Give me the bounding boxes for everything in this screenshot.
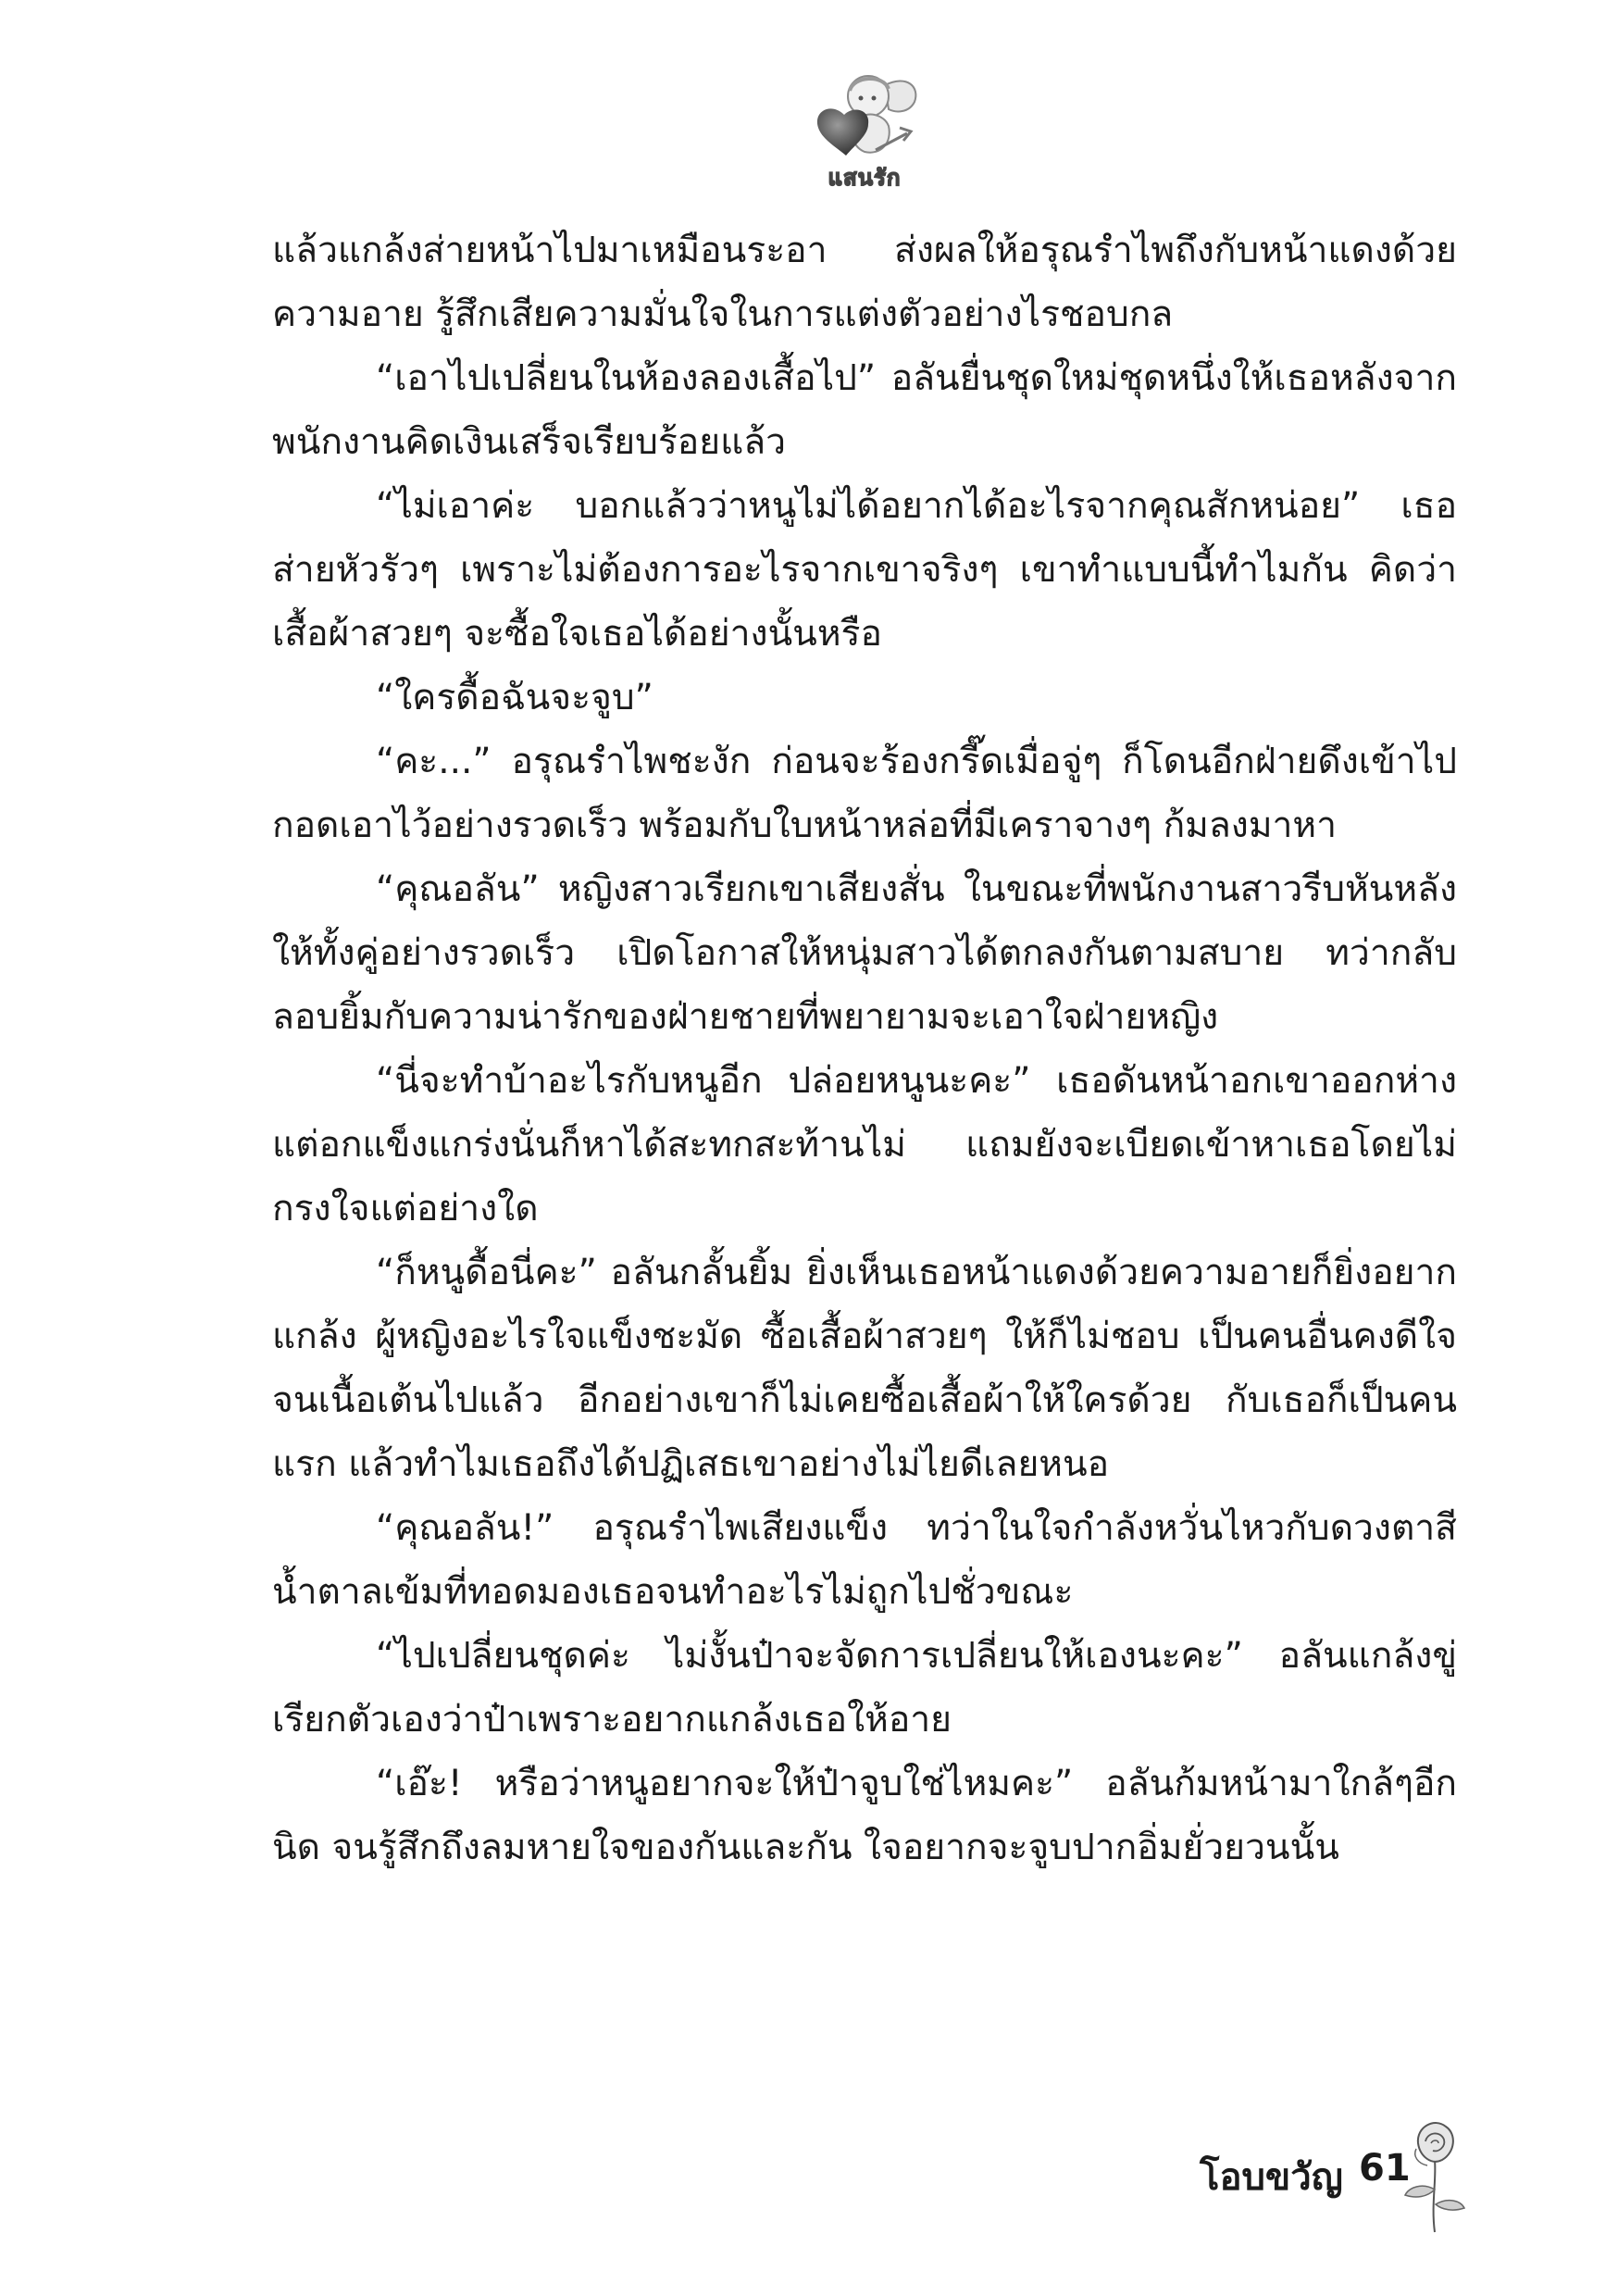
header-logo: [803, 69, 926, 191]
paragraph: “นี่จะทำบ้าอะไรกับหนูอีก ปล่อยหนูนะคะ” เธอดันหน้าอกเขาออกห่างแต่อกแข็งแกร่งนั่นก็หาได้สะทกสะท้านไม่ แถมยังจะเบียดเข้าหาเธอโดยไม่กรงใจแต่อย่างใด: [272, 1060, 1457, 1229]
rose-icon: [1398, 2115, 1472, 2236]
paragraph: “คะ...” อรุณรำไพชะงัก ก่อนจะร้องกรี๊ดเมื่อจู่ๆ ก็โดนอีกฝ่ายดึงเข้าไปกอดเอาไว้อย่างรวดเร็ว พร้อมกับใบหน้าหล่อที่มีเคราจางๆ ก้มลงมาหา: [272, 741, 1457, 846]
paragraph: “ก็หนูดื้อนี่คะ” อลันกลั้นยิ้ม ยิ่งเห็นเธอหน้าแดงด้วยความอายก็ยิ่งอยากแกล้ง ผู้หญิงอะไรใจแข็งชะมัด ซื้อเสื้อผ้าสวยๆ ให้ก็ไม่ชอบ เป็นคนอื่นคงดีใจจนเนื้อเต้นไปแล้ว อีกอย่างเขาก็ไม่เคยซื้อเสื้อผ้าให้ใครด้วย กับเธอก็เป็นคนแรก แล้วทำไมเธอถึงได้ปฏิเสธเขาอย่างไม่ไยดีเลยหนอ: [272, 1252, 1457, 1485]
page-number: 61: [1359, 2147, 1411, 2190]
paragraph: “คุณอลัน!” อรุณรำไพเสียงแข็ง ทว่าในใจกำลังหวั่นไหวกับดวงตาสีน้ำตาลเข้มที่ทอดมองเธอจนทำอะไรไม่ถูกไปชั่วขณะ: [272, 1507, 1457, 1613]
paragraph: “เอาไปเปลี่ยนในห้องลองเสื้อไป” อลันยื่นชุดใหม่ชุดหนึ่งให้เธอหลังจากพนักงานคิดเงินเสร็จเรียบร้อยแล้ว: [272, 357, 1457, 463]
story-body: [272, 218, 1457, 1879]
paragraph: “เอ๊ะ! หรือว่าหนูอยากจะให้ป๋าจูบใช่ไหมคะ” อลันก้มหน้ามาใกล้ๆอีกนิด จนรู้สึกถึงลมหายใจของกันและกัน ใจอยากจะจูบปากอิ่มยั่วยวนนั้น: [272, 1763, 1457, 1868]
logo-text: แสนรัก: [828, 165, 902, 191]
paragraph: “ใครดื้อฉันจะจูบ”: [376, 677, 653, 718]
paragraph: แล้วแกล้งส่ายหน้าไปมาเหมือนระอา ส่งผลให้อรุณรำไพถึงกับหน้าแดงด้วยความอาย รู้สึกเสียความมั่นใจในการแต่งตัวอย่างไรชอบกล: [272, 230, 1457, 335]
paragraph: “คุณอลัน” หญิงสาวเรียกเขาเสียงสั่น ในขณะที่พนักงานสาวรีบหันหลังให้ทั้งคู่อย่างรวดเร็ว เปิดโอกาสให้หนุ่มสาวได้ตกลงกันตามสบาย ทว่ากลับลอบยิ้มกับความน่ารักของฝ่ายชายที่พยายามจะเอาใจฝ่ายหญิง: [272, 868, 1457, 1038]
cupid-with-heart-icon: [803, 69, 926, 170]
paragraph: “ไม่เอาค่ะ บอกแล้วว่าหนูไม่ได้อยากได้อะไรจากคุณสักหน่อย” เธอส่ายหัวรัวๆ เพราะไม่ต้องการอะไรจากเขาจริงๆ เขาทำแบบนี้ทำไมกัน คิดว่าเสื้อผ้าสวยๆ จะซื้อใจเธอได้อย่างนั้นหรือ: [272, 485, 1457, 655]
paragraph: “ไปเปลี่ยนชุดค่ะ ไม่งั้นป๋าจะจัดการเปลี่ยนให้เองนะคะ” อลันแกล้งขู่เรียกตัวเองว่าป๋าเพราะอยากแกล้งเธอให้อาย: [272, 1635, 1457, 1741]
book-title: โอบขวัญ: [1200, 2156, 1343, 2199]
page-footer: [1200, 2115, 1477, 2245]
